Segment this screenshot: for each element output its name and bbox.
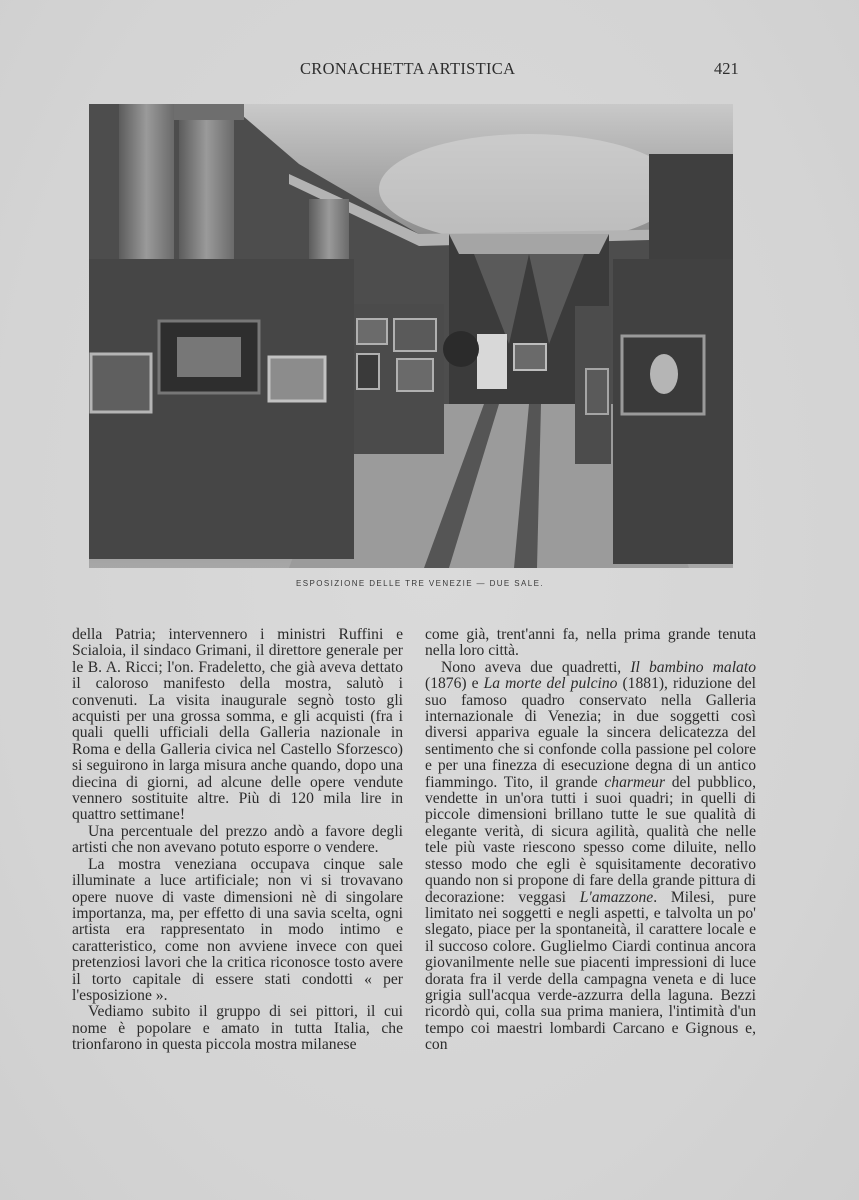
- paragraph: [72, 857, 403, 1005]
- painting: [91, 354, 151, 412]
- text-run: La mostra veneziana occupava cinque sale illuminate a luce artificiale; non vi si trovavano opere nuove di vaste dimensioni nè di singolare importanza, ma, per effetto di una savia scelta, ogni artista era rappresentato in modo intimo e caratteristico, come non avviene invece con quei pretenziosi lavori che la critica riconosce tosto avere il torto capitale di essere stati condotti « per l'esposizione ».: [72, 855, 403, 1004]
- text-column-left: [72, 627, 403, 1054]
- painting: [394, 319, 436, 351]
- distant-painting: [514, 344, 546, 370]
- paragraph: [72, 824, 403, 857]
- text-run: Vediamo subito il gruppo di sei pittori, il cui nome è popolare e amato in tutta Italia, che trionfarono in questa piccola mostra milanese: [72, 1003, 403, 1054]
- paragraph: [72, 1004, 403, 1053]
- text-column-right: [425, 627, 756, 1054]
- figure-caption: ESPOSIZIONE DELLE TRE VENEZIE — DUE SALE.: [296, 579, 544, 588]
- paragraph: [72, 627, 403, 824]
- column-capital: [174, 104, 244, 120]
- exhibition-photo: [89, 104, 733, 568]
- column: [179, 114, 234, 264]
- page-number: 421: [714, 59, 739, 78]
- italic-title: charmeur: [604, 773, 666, 791]
- distant-painting-light: [477, 334, 507, 389]
- text-run: del pubblico, vendette in un'ora tutti i suoi quadri; in quelli di piccole dimensioni brillano tutte le sue qualità di elegante verità, di sicura agilità, qualità che nelle tele più vaste riescono spesso come diluite, nello stesso modo che egli è squisitamente decorativo quando non si propone di fare della grande pittura di decorazione: veggasi: [425, 773, 756, 906]
- potted-plant: [443, 331, 479, 367]
- text-run: della Patria; intervennero i ministri Ruffini e Scialoia, il sindaco Grimani, il direttore generale per le B. A. Ricci; l'on. Fradeletto, che già aveva dettato il caloroso manifesto della mostra, salutò i convenuti. La visita inaugurale segnò tosto gli acquisti per una grossa somma, e gli acquisti (fra i quali quelli ufficiali della Galleria nazionale in Roma e della Galleria civica nel Castello Sforzesco) si seguirono in larga misura anche quando, dopo una diecina di giorni, ad alcune delle opere vendute vennero sostituite altre. Più di 120 mila lire in quattro settimane!: [72, 626, 403, 824]
- painting: [269, 357, 325, 401]
- italic-title: Il bambino malato: [630, 658, 756, 676]
- running-title: CRONACHETTA ARTISTICA: [300, 59, 516, 78]
- text-run: (1876) e: [425, 675, 484, 693]
- column: [309, 199, 349, 269]
- photo-illustration: [89, 104, 733, 568]
- ceiling-vault: [379, 134, 679, 244]
- text-run: . Milesi, pure limitato nei soggetti e negli aspetti, e talvolta un po' slegato, piace per la spontaneità, il carattere locale e il succoso colore. Guglielmo Ciardi continua ancora giovanilmente nelle sue piacenti impressioni di luce dorata fra il verde della campagna veneta e di luce grigia sull'acqua verde-azzurra della laguna. Bezzi ricordò qui, colla sua prima maniera, l'intimità d'un tempo coi maestri lombardi Carcano e Gignous e, con: [425, 888, 756, 1054]
- text-run: Una percentuale del prezzo andò a favore degli artisti che non avevano potuto esporre o vendere.: [72, 822, 403, 857]
- column: [119, 104, 174, 264]
- italic-title: L'amazzone: [579, 888, 654, 906]
- text-run: Nono aveva due quadretti,: [441, 658, 631, 676]
- painting: [397, 359, 433, 391]
- door-lintel: [449, 234, 609, 254]
- italic-title: La morte del pulcino: [483, 675, 618, 693]
- paragraph: [425, 660, 756, 1054]
- text-run: come già, trent'anni fa, nella prima grande tenuta nella loro città.: [425, 626, 756, 660]
- painting: [357, 319, 387, 344]
- text-run: (1881), riduzione del suo famoso quadro conservato nella Galleria internazionale di Venezia; in due soggetti così diversi appariva eguale la sincera delicatezza del sentimento che si confonde colla passione pel colore e per una finezza di esecuzione degna di un antico fiammingo. Tito, il grande: [425, 675, 756, 791]
- painting: [357, 354, 379, 389]
- paragraph: [425, 627, 756, 660]
- portrait-figure: [650, 354, 678, 394]
- painting: [586, 369, 608, 414]
- painting-canvas: [177, 337, 241, 377]
